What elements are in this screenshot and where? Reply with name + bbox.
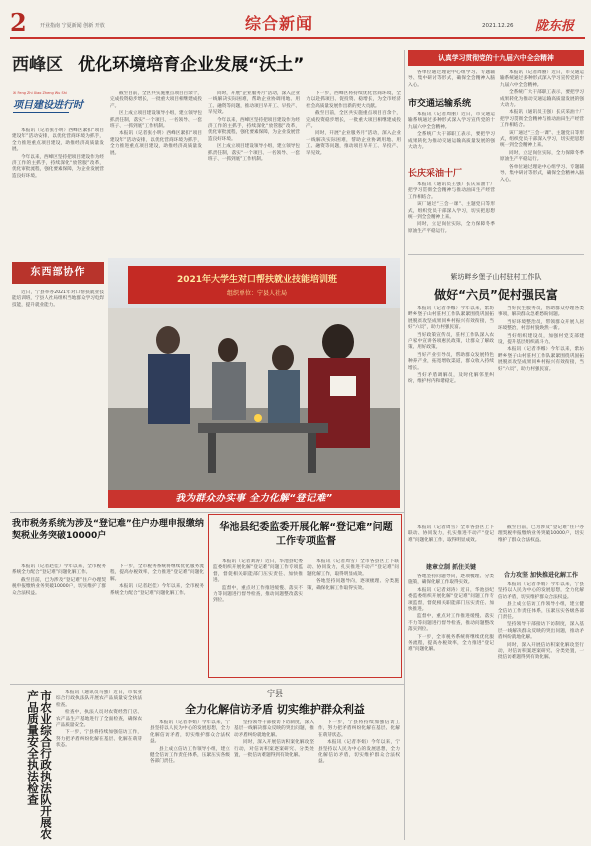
resolve-paragraph: 坚持领导干部接访下访制度，深入基层一线解决群众反映的突出问题，推动矛盾纠纷就地化解。 <box>498 622 584 641</box>
photo-caption-text: 近日，宁县举办2021年对口帮扶就业技能培训班，宁县人社局组织当地群众学习电焊技能，提升就业能力。 <box>12 290 104 308</box>
lead-paragraph: 截至目前，全区共实施重点项目百余个，完成投资稳步增长，一批重大项目相继建成投产。 <box>110 91 202 109</box>
inspection-paragraph: 下一步，宁县将持续加强信访工作，努力把矛盾纠纷化解在基层、化解在萌芽状态。 <box>56 730 142 749</box>
masthead-slogan: 开业指南 宁夏新闻 创新 开放 <box>40 23 105 29</box>
photo-caption <box>12 290 104 390</box>
ningxian-paragraph: 县上成立信访工作领导小组，建立健全信访工作责任体系，压紧压实各级各部门责任。 <box>150 746 230 765</box>
village-kicker: 紫坊畔乡堡子山村驻村工作队 <box>450 273 542 281</box>
right-banner-text: 认真学习贯彻党的十九届六中全会精神 <box>438 54 554 62</box>
vertical-title-text: 市农业综合行政执法队开展农产品质量安全执法检查 <box>26 690 53 840</box>
huachi-box <box>208 514 402 678</box>
village-title: 做好“六员”促村强民富 <box>434 288 558 302</box>
huachi-paragraph: 本报讯（记者周雪）全市各县区上下联动、协同发力，扎实推进不动产“登记难”问题化解工作，取得明显成效。 <box>307 559 399 577</box>
lead-col-4 <box>306 91 401 250</box>
right-col-b <box>500 70 584 250</box>
ningxian-paragraph: 本报讯（记者李娟）今年以来，宁县坚持以人民为中心的发展思想，全力化解信访矛盾，切实维护群众合法权益。 <box>318 740 400 765</box>
oil-body <box>408 182 495 250</box>
lead-paragraph: 下一步，西峰区将持续优化营商环境，全力以赴抓项目、促投资、稳增长，为全市经济社会高质量发展作出新的更大贡献。 <box>306 91 401 109</box>
tax-paragraph: 本报讯（记者赵佳）今年以来，全市税务系统全力配合“登记难”问题化解工作。 <box>110 584 204 596</box>
column-label-box <box>12 262 104 284</box>
photo-banner-subtext: 组织单位：宁县人社局 <box>226 290 287 297</box>
huachi-paragraph: 各地坚持问题导向，逐项梳理、分类施策，确保化解工作取得实效。 <box>307 579 399 591</box>
right-col-a <box>408 70 495 94</box>
transport-body <box>408 112 495 162</box>
feature-band-title: 我为群众办实事 全力化解“登记难” <box>175 493 333 504</box>
divider <box>408 254 584 255</box>
lead-col-3 <box>208 91 300 250</box>
project-badge-sub: Xi Feng Zhi Xiao Zheng Wu Shi <box>13 91 67 95</box>
lead-district: 西峰区 <box>12 55 63 75</box>
inspection-body <box>56 690 142 840</box>
lead-col-1 <box>12 128 104 250</box>
tax-paragraph: 截至目前，已为涉及“登记难”住户办理契税申报缴纳业务突破10000户，切实维护了群众合法权益。 <box>12 577 106 596</box>
article-title-oil: 长庆采油十厂 <box>408 169 463 179</box>
subhead-1: 建章立制 抓住关键 <box>425 564 477 571</box>
vertical-title <box>14 690 52 840</box>
resolve-paragraph: 本报讯（记者刘涛）近日，华池县纪委监委组织开展化解“登记难”问题工作专项监督，督促相关职能部门压实责任、加快推进。 <box>408 587 494 613</box>
lead-paragraph: 区上成立项目建设领导小组，建立领导包抓责任制，落实“一个项目、一名领导、一套班子、一抓到底”工作机制。 <box>208 144 300 163</box>
lead-paragraph: 同时，开展“企业服务月”活动，深入企业一线解决实际困难，帮助企业协调用地、用工、融资等问题，推动项目早开工、早投产、早见效。 <box>306 131 401 156</box>
page-number: 2 <box>10 8 27 37</box>
huachi-col-1 <box>213 559 303 675</box>
lead-paragraph: 截至目前，全区共实施重点项目百余个，完成投资稳步增长，一批重大项目相继建成投产。 <box>306 111 401 130</box>
right-paragraph: 本报讯（通讯员王强）长庆采油十厂把学习贯彻全会精神与推动油田生产经营工作相结合。 <box>500 110 584 129</box>
divider <box>10 684 404 685</box>
village-col-2 <box>498 306 584 518</box>
ningxian-col-2 <box>234 720 314 840</box>
resolve-col-1b <box>408 574 494 840</box>
village-paragraph: 当好环境整治员，带领群众开展人居环境整治，村容村貌焕然一新。 <box>498 319 584 332</box>
tax-col-2 <box>110 564 204 678</box>
ningxian-paragraph: 同时，深入开展信访积案化解攻坚行动，对信访积案逐案研究、分类处置，一批信访难题得到有效化解。 <box>234 740 314 759</box>
oil-paragraph: 本报讯（通讯员王强）长庆采油十厂把学习贯彻全会精神与推动油田生产经营工作相结合。 <box>408 182 495 200</box>
subhead-2: 合力攻坚 加快推进化解工作 <box>503 572 579 579</box>
issue-date: 2021.12.26 <box>482 23 514 29</box>
huachi-paragraph: 监督中，重点对工作推进缓慢、落实不力等问题进行督导检查，推动问题整改落实到位。 <box>213 585 303 604</box>
ningxian-title: 全力化解信访矛盾 切实维护群众利益 <box>185 703 365 716</box>
village-paragraph: 当好民生服务员，帮助群众办理各类事项，解决群众急难愁盼问题。 <box>498 306 584 318</box>
project-badge-underline <box>13 112 69 113</box>
resolve-paragraph: 本报讯（记者周雪）全市各县区上下联动、协同发力，扎实推进不动产“登记难”问题化解工作，取得明显成效。 <box>408 525 494 543</box>
feature-band <box>108 490 400 508</box>
village-paragraph: 当好产业引导员，帮助群众发展特色种养产业，拓宽增收渠道，群众收入持续增长。 <box>408 352 494 371</box>
resolve-paragraph: 截至目前，已为涉及“登记难”住户办理契税申报缴纳业务突破10000户，切实维护了群众合法权益。 <box>498 525 584 543</box>
column-divider <box>404 50 405 840</box>
ningxian-kicker: 宁县 <box>267 689 283 698</box>
tax-paragraph: 本报讯（记者赵佳）今年以来，全市税务系统全力配合“登记难”问题化解工作。 <box>12 564 106 576</box>
divider <box>10 512 404 513</box>
training-photo <box>108 258 400 490</box>
ningxian-paragraph: 本报讯（记者李娟）今年以来，宁县坚持以人民为中心的发展思想，全力化解信访矛盾，切实维护群众合法权益。 <box>150 720 230 745</box>
lead-paragraph: 同时，开展“企业服务月”活动，深入企业一线解决实际困难，帮助企业协调用地、用工、融资等问题，推动项目早开工、早投产、早见效。 <box>208 91 300 116</box>
right-paragraph: 同时，立足岗位实际，全力保障冬季原油生产平稳运行。 <box>500 150 584 163</box>
article-title-transport: 市交通运输系统 <box>408 99 472 109</box>
lead-paragraph: 区上成立项目建设领导小组，建立领导包抓责任制，落实“一个项目、一名领导、一套班子、一抓到底”工作机制。 <box>110 111 202 130</box>
huachi-col-2 <box>307 559 399 675</box>
tax-col-1 <box>12 564 106 678</box>
tax-paragraph: 下一步，全市税务系统将继续优化服务流程，提高办税效率，全力推进“登记难”问题化解。 <box>110 564 204 582</box>
column-label: 东西部协作 <box>30 267 86 278</box>
right-paragraph: 各单位通过理论中心组学习、专题辅导、集中研讨等形式，确保全会精神入脑入心。 <box>408 70 495 88</box>
lead-headline <box>12 50 402 84</box>
village-paragraph: 当好组织建设员，加强村党支部建设，提升基层组织战斗力。 <box>498 333 584 346</box>
right-paragraph: 本报讯（记者周丽）近日，市交通运输系统通过多种形式深入学习宣传党的十九届六中全会精神。 <box>500 70 584 88</box>
lead-col-2 <box>110 91 202 250</box>
resolve-col-2b <box>498 582 584 840</box>
ningxian-paragraph: 坚持领导干部接访下访制度，深入基层一线解决群众反映的突出问题，推动矛盾纠纷就地化解。 <box>234 720 314 738</box>
ningxian-paragraph: 下一步，宁县将持续加强信访工作，努力把矛盾纠纷化解在基层、化解在萌芽状态。 <box>318 720 400 738</box>
project-badge-main: 项目建设进行时 <box>13 100 83 111</box>
right-banner <box>408 50 584 66</box>
resolve-col-2 <box>498 525 584 565</box>
ningxian-col-1 <box>150 720 230 840</box>
resolve-paragraph: 各地坚持问题导向，逐项梳理、分类施策，确保化解工作取得实效。 <box>408 574 494 586</box>
photo-banner-text: 2021年大学生对口帮扶就业技能培训班 <box>176 275 338 285</box>
right-paragraph: 各单位通过理论中心组学习、专题辅导、集中研讨等形式，确保全会精神入脑入心。 <box>500 164 584 183</box>
project-badge <box>13 91 105 123</box>
section-title: 综合新闻 <box>245 14 314 33</box>
village-paragraph: 本报讯（记者李娜）今年以来，紫坊畔乡堡子山村驻村工作队紧紧围绕巩固拓展脱贫攻坚成果同乡村振兴有效衔接，当好“六员”，助力村强民富。 <box>498 347 584 372</box>
right-paragraph: 全系统广大干部职工表示，要把学习成果转化为推动交通运输高质量发展的强大动力。 <box>500 90 584 109</box>
village-paragraph: 当好矛盾调解员，及时化解邻里纠纷，维护村内和谐稳定。 <box>408 373 494 385</box>
huachi-paragraph: 本报讯（记者刘涛）近日，华池县纪委监委组织开展化解“登记难”问题工作专项监督，督促相关职能部门压实责任、加快推进。 <box>213 559 303 584</box>
resolve-paragraph: 下一步，全市税务系统将继续优化服务流程，提高办税效率，全力推进“登记难”问题化解。 <box>408 634 494 653</box>
lead-headline-text: 优化环境培育企业发展“沃土” <box>78 55 305 75</box>
resolve-paragraph: 同时，深入开展信访积案化解攻坚行动，对信访积案逐案研究、分类处置，一批信访难题得到有效化解。 <box>498 642 584 661</box>
huachi-title: 华池县纪委监委开展化解“登记难”问题工作专项监督 <box>219 522 393 547</box>
oil-paragraph: 该厂通过“三会一课”、主题党日等形式，组织党员干部深入学习，切实把思想统一到全会精神上来。 <box>408 202 495 221</box>
oil-paragraph: 同时，立足岗位实际，全力保障冬季原油生产平稳运行。 <box>408 222 495 234</box>
inspection-paragraph: 检查中，执法人员对农资经营门店、农产品生产基地进行了全面检查，确保农产品质量安全。 <box>56 710 142 729</box>
masthead <box>0 0 591 40</box>
resolve-paragraph: 本报讯（记者李娟）今年以来，宁县坚持以人民为中心的发展思想，全力化解信访矛盾，切实维护群众合法权益。 <box>498 582 584 600</box>
resolve-paragraph: 监督中，重点对工作推进缓慢、落实不力等问题进行督导检查，推动问题整改落实到位。 <box>408 614 494 633</box>
right-paragraph: 该厂通过“三会一课”、主题党日等形式，组织党员干部深入学习，切实把思想统一到全会精神上来。 <box>500 130 584 149</box>
village-col-1 <box>408 306 494 518</box>
resolve-paragraph: 县上成立信访工作领导小组，建立健全信访工作责任体系，压紧压实各级各部门责任。 <box>498 602 584 621</box>
lead-paragraph: 今年以来，西峰区坚持把项目建设作为经济工作的主抓手，持续深化“放管服”改革，优化审批流程，强化要素保障，为企业发展营造良好环境。 <box>208 117 300 142</box>
transport-paragraph: 本报讯（记者周丽）近日，市交通运输系统通过多种形式深入学习宣传党的十九届六中全会精神。 <box>408 112 495 130</box>
resolve-col-1 <box>408 525 494 555</box>
lead-paragraph: 今年以来，西峰区坚持把项目建设作为经济工作的主抓手，持续深化“放管服”改革，优化审批流程，强化要素保障，为企业发展营造良好环境。 <box>12 154 104 179</box>
tax-title: 我市税务系统为涉及“登记难”住户办理申报缴纳契税业务突破10000户 <box>12 519 204 541</box>
lead-paragraph: 本报讯（记者张小明）西峰区紧扣“项目建设年”活动安排，以优化营商环境为抓手，全力推进重点项目建设，助推经济高质量发展。 <box>110 131 202 156</box>
transport-paragraph: 全系统广大干部职工表示，要把学习成果转化为推动交通运输高质量发展的强大动力。 <box>408 132 495 151</box>
inspection-paragraph: 本报讯（通讯员马强）近日，市农业综合行政执法队开展农产品质量安全执法检查。 <box>56 690 142 708</box>
lead-paragraph: 本报讯（记者张小明）西峰区紧扣“项目建设年”活动安排，以优化营商环境为抓手，全力推进重点项目建设，助推经济高质量发展。 <box>12 128 104 153</box>
paper-name-logo: 陇东报 <box>535 19 575 34</box>
village-paragraph: 当好政策宣传员，驻村工作队深入农户家中宣讲各项惠民政策，让群众了解政策、用好政策。 <box>408 332 494 351</box>
ningxian-col-3 <box>318 720 400 840</box>
village-paragraph: 本报讯（记者李娜）今年以来，紫坊畔乡堡子山村驻村工作队紧紧围绕巩固拓展脱贫攻坚成果同乡村振兴有效衔接，当好“六员”，助力村强民富。 <box>408 306 494 331</box>
masthead-rule <box>10 37 585 39</box>
